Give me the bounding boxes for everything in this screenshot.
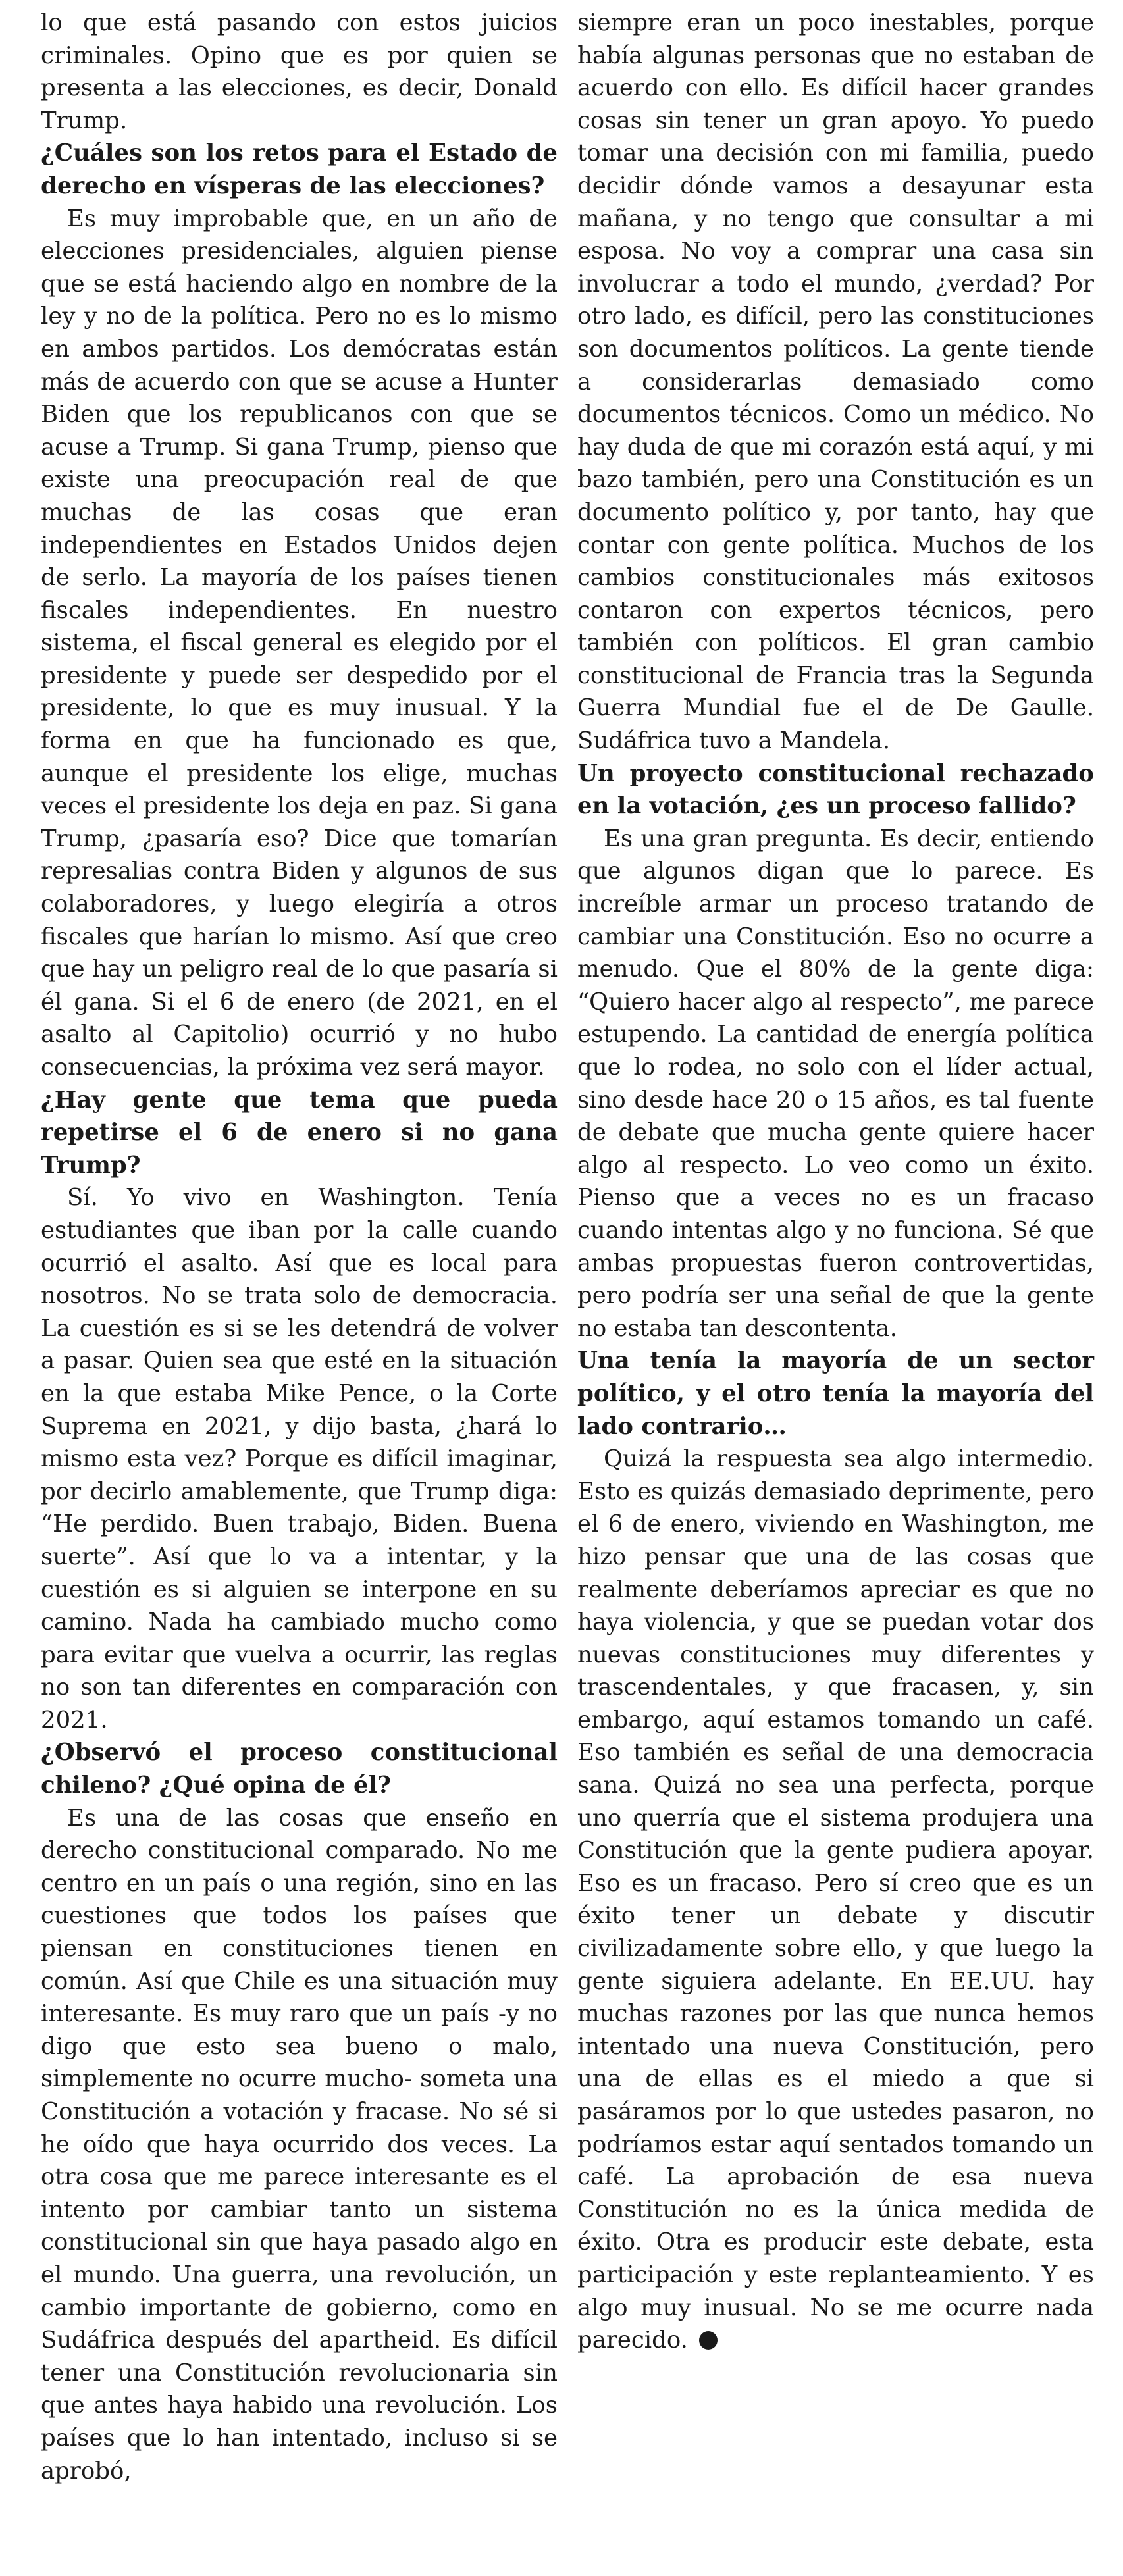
interview-answer-paragraph: siempre eran un poco inestables, porque había algunas personas que no estaban de acuerdo con ello. Es difícil hacer grandes cosas sin tener un gran apoyo. Yo puedo tomar una decisión con mi familia, puedo decidir dónde vamos a desayunar esta mañana, y no tengo que consultar a mi esposa. No voy a comprar una casa sin involucrar a todo el mundo, ¿verdad? Por otro lado, es difícil, pero las constituciones son documentos políticos. La gente tiende a considerarlas demasiado como documentos técnicos. Como un médico. No hay duda de que mi corazón está aquí, y mi bazo también, pero una Constitución es un documento político y, por tanto, hay que contar con gente política. Muchos de los cambios constitucionales más exitosos contaron con expertos técnicos, pero también con políticos. El gran cambio constitucional de Francia tras la Segunda Guerra Mundial fue el de De Gaulle. Sudáfrica tuvo a Mandela. (577, 9, 1094, 755)
article-page (41, 7, 1094, 2567)
article-column-right (577, 7, 1094, 2567)
interview-question: Una tenía la mayoría de un sector político, y el otro tenía la mayoría del lado contrario… (577, 1347, 1094, 1440)
interview-answer-paragraph: lo que está pasando con estos juicios criminales. Opino que es por quien se presenta a las elecciones, es decir, Donald Trump. (41, 9, 558, 134)
article-end-mark-icon (699, 2331, 718, 2350)
interview-answer-paragraph: Es muy improbable que, en un año de elecciones presidenciales, alguien piense que se está haciendo algo en nombre de la ley y no de la política. Pero no es lo mismo en ambos partidos. Los demócratas están más de acuerdo con que se acuse a Hunter Biden que los republicanos con que se acuse a Trump. Si gana Trump, pienso que existe una preocupación real de que muchas de las cosas que eran independientes en Estados Unidos dejen de serlo. La mayoría de los países tienen fiscales independientes. En nuestro sistema, el fiscal general es elegido por el presidente y puede ser despedido por el presidente, lo que es muy inusual. Y la forma en que ha funcionado es que, aunque el presidente los elige, muchas veces el presidente los deja en paz. Si gana Trump, ¿pasaría eso? Dice que tomarían represalias contra Biden y algunos de sus colaboradores, y luego elegiría a otros fiscales que harían lo mismo. Así que creo que hay un peligro real de lo que pasaría si él gana. Si el 6 de enero (de 2021, en el asalto al Capitolio) ocurrió y no hubo consecuencias, la próxima vez será mayor. (41, 205, 558, 1081)
article-column-left (41, 7, 558, 2567)
interview-question: ¿Observó el proceso constitucional chileno? ¿Qué opina de él? (41, 1739, 558, 1799)
interview-question: Un proyecto constitucional rechazado en la votación, ¿es un proceso fallido? (577, 760, 1094, 820)
interview-answer-paragraph: Es una de las cosas que enseño en derecho constitucional comparado. No me centro en un país o una región, sino en las cuestiones que todos los países que piensan en constituciones tienen en común. Así que Chile es una situación muy interesante. Es muy raro que un país -y no digo que esto sea bueno o malo, simplemente no ocurre mucho- someta una Constitución a votación y fracase. No sé si he oído que haya ocurrido dos veces. La otra cosa que me parece interesante es el intento por cambiar tanto un sistema constitucional sin que haya pasado algo en el mundo. Una guerra, una revolución, un cambio importante de gobierno, como en Sudáfrica después del apartheid. Es difícil tener una Constitución revolucionaria sin que antes haya habido una revolución. Los países que lo han intentado, incluso si se aprobó, (41, 1804, 558, 2485)
interview-answer-paragraph: Sí. Yo vivo en Washington. Tenía estudiantes que iban por la calle cuando ocurrió el asalto. Así que es local para nosotros. No se trata solo de democracia. La cuestión es si se les detendrá de volver a pasar. Quien sea que esté en la situación en la que estaba Mike Pence, o la Corte Suprema en 2021, y dijo basta, ¿hará lo mismo esta vez? Porque es difícil imaginar, por decirlo amablemente, que Trump diga: “He perdido. Buen trabajo, Biden. Buena suerte”. Así que lo va a intentar, y la cuestión es si alguien se interpone en su camino. Nada ha cambiado mucho como para evitar que vuelva a ocurrir, las reglas no son tan diferentes en comparación con 2021. (41, 1184, 558, 1734)
interview-answer-paragraph: Quizá la respuesta sea algo intermedio. Esto es quizás demasiado deprimente, pero el 6 de enero, viviendo en Washington, me hizo pensar que una de las cosas que realmente deberíamos apreciar es que no haya violencia, y que se puedan votar dos nuevas constituciones muy diferentes y trascendentales, y que fracasen, y, sin embargo, aquí estamos tomando un café. Eso también es señal de una democracia sana. Quizá no sea una perfecta, porque uno querría que el sistema produjera una Constitución que la gente pudiera apoyar. Eso es un fracaso. Pero sí creo que es un éxito tener un debate y discutir civilizadamente sobre ello, y que luego la gente siguiera adelante. En EE.UU. hay muchas razones por las que nunca hemos intentado una nueva Constitución, pero una de ellas es el miedo a que si pasáramos por lo que ustedes pasaron, no podríamos estar aquí sentados tomando un café. La aprobación de esa nueva Constitución no es la única medida de éxito. Otra es producir este debate, esta participación y este replanteamiento. Y es algo muy inusual. No se me ocurre nada parecido. (577, 1445, 1094, 2354)
interview-answer-paragraph: Es una gran pregunta. Es decir, entiendo que algunos digan que lo parece. Es increíble armar un proceso tratando de cambiar una Constitución. Eso no ocurre a menudo. Que el 80% de la gente diga: “Quiero hacer algo al respecto”, me parece estupendo. La cantidad de energía política que lo rodea, no solo con el líder actual, sino desde hace 20 o 15 años, es tal fuente de debate que mucha gente quiere hacer algo al respecto. Lo veo como un éxito. Pienso que a veces no es un fracaso cuando intentas algo y no funciona. Sé que ambas propuestas fueron controvertidas, pero podría ser una señal de que la gente no estaba tan descontenta. (577, 825, 1094, 1342)
interview-question: ¿Hay gente que tema que pueda repetirse el 6 de enero si no gana Trump? (41, 1086, 558, 1179)
interview-question: ¿Cuáles son los retos para el Estado de derecho en vísperas de las elecciones? (41, 140, 558, 199)
